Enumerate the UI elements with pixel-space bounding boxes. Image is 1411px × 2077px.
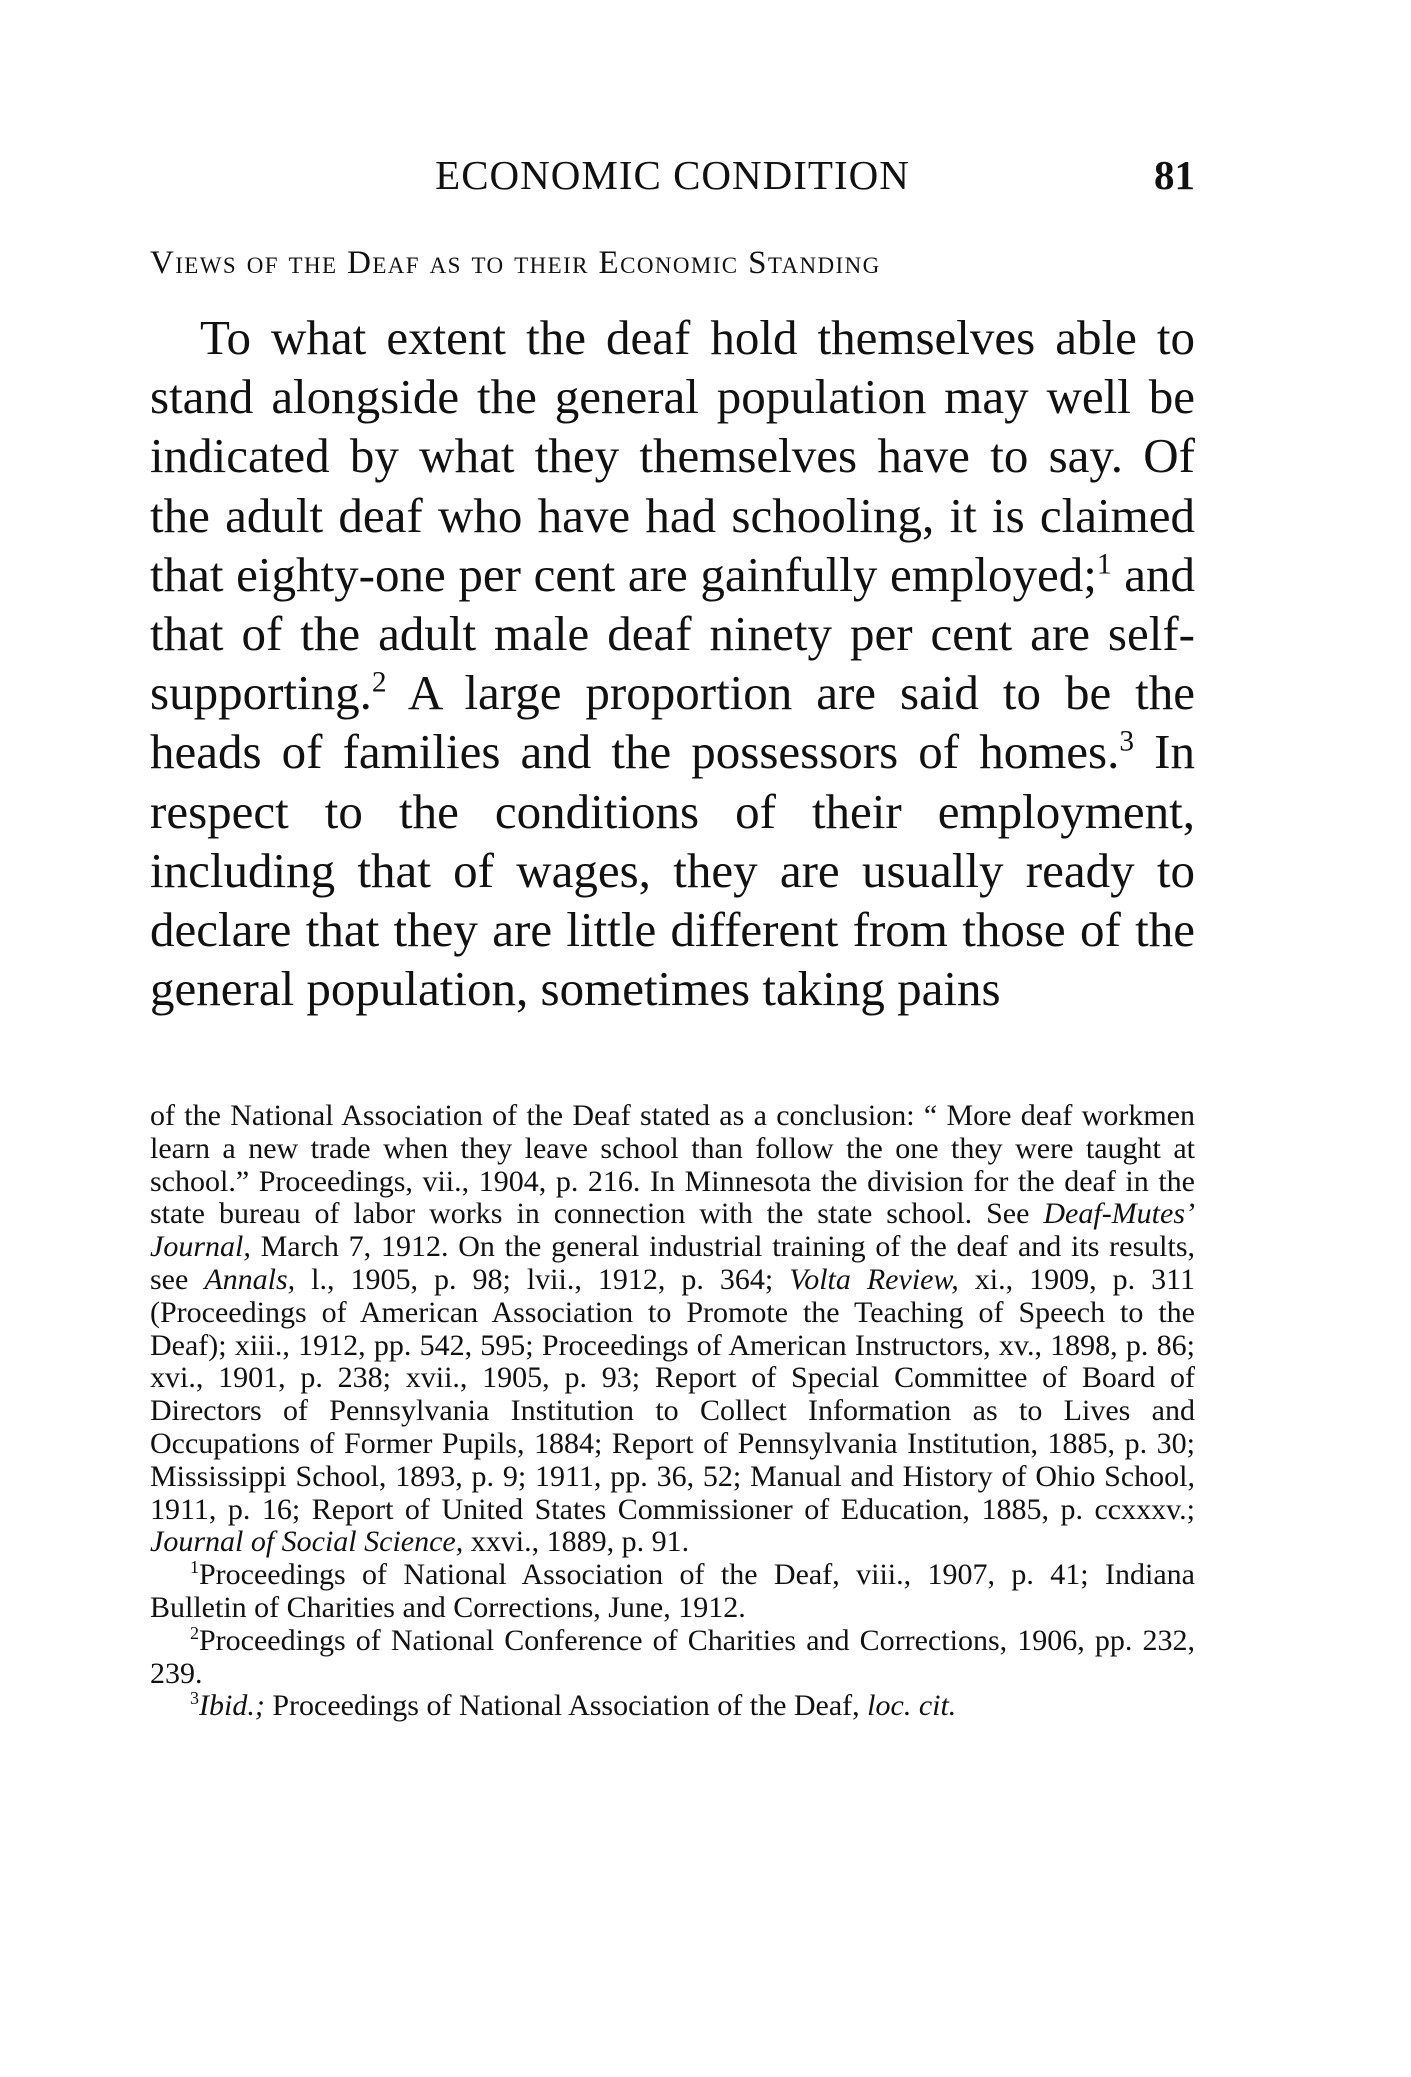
footnote-text: Proceedings of National Association of the Deaf, — [264, 1689, 868, 1723]
note-citation-italic: Journal of Social Science, — [150, 1525, 464, 1559]
note-citation-italic: Annals, — [204, 1262, 296, 1296]
footnote-marker: 3 — [190, 1688, 199, 1709]
footnote-marker: 1 — [190, 1557, 199, 1578]
running-head: ECONOMIC CONDITION — [435, 152, 910, 198]
footnote-ref-2: 2 — [371, 666, 387, 699]
footnote-2 — [150, 1622, 1195, 1691]
page-header — [150, 145, 1195, 205]
page-number: 81 — [1154, 152, 1195, 198]
section-heading: Views of the Deaf as to their Economic Standing — [150, 245, 881, 281]
footnote-text-italic: loc. cit. — [867, 1689, 957, 1723]
body-text-segment: and that of the adult male deaf ninety per cent are self-supporting. — [150, 546, 1195, 721]
body-text-segment: To what extent the deaf hold themselves able to stand alongside the general population may well be indicated by what they themselves have to say. Of the adult deaf who have had schooling, it is claimed that eighty-one per cent are gainfully employed; — [150, 310, 1195, 602]
footnote-1 — [150, 1559, 1195, 1625]
footnote-continuation — [150, 1100, 1195, 1559]
note-citation-italic: Volta Review, — [789, 1262, 959, 1296]
footnote-text: Proceedings of National Association of the Deaf, viii., 1907, p. 41; Indiana Bulletin of Charities and Corrections, June, 1912. — [150, 1558, 1195, 1624]
body-text-segment: In respect to the conditions of their employment, including that of wages, they are usually ready to declare that they are little different from those of the general population, sometimes taking pains — [150, 724, 1195, 1017]
footnote-marker: 2 — [190, 1622, 199, 1643]
note-text: of the National Association of the Deaf stated as a conclusion: “ More deaf workmen learn a new trade when they leave school than follow the one they were taught at school.” Proceedings, vii., 1904, p. 216. In Minnesota the division for the deaf in the state bureau of labor works in connection with the state school. See — [150, 1099, 1195, 1231]
body-text-segment: A large proportion are said to be the heads of families and the possessors of homes. — [150, 665, 1195, 780]
footnote-text: Proceedings of National Conference of Charities and Corrections, 1906, pp. 232, 239. — [150, 1623, 1195, 1690]
note-text: xxvi., 1889, p. 91. — [463, 1525, 690, 1559]
footnote-3 — [150, 1690, 1195, 1723]
note-text: l., 1905, p. 98; lvii., 1912, p. 364; — [295, 1262, 790, 1296]
footnote-ref-3: 3 — [1119, 726, 1135, 759]
footnote-text-italic: Ibid.; — [199, 1689, 265, 1723]
footnotes-section — [150, 1100, 1195, 1723]
footnote-ref-1: 1 — [1096, 548, 1112, 581]
note-text: xi., 1909, p. 311 (Proceedings of American Association to Promote the Teaching of Speech to the Deaf); xiii., 1912, pp. 542, 595; Proceedings of American Instructors, xv., 1898, p. 86; xvi., 1901, p. 238; xvii., 1905, p. 93; Report of Special Committee of Board of Directors of Pennsylvania Institution to Collect Information as to Lives and Occupations of Former Pupils, 1884; Report of Pennsylvania Institution, 1885, p. 30; Mississippi School, 1893, p. 9; 1911, pp. 36, 52; Manual and History of Ohio School, 1911, p. 16; Report of United States Commissioner of Education, 1885, p. ccxxxv.; — [150, 1262, 1195, 1526]
body-paragraph — [150, 308, 1195, 1018]
note-citation-italic: Deaf-Mutes’ Journal, — [150, 1197, 1195, 1264]
note-text: March 7, 1912. On the general industrial training of the deaf and its results, see — [150, 1230, 1195, 1296]
